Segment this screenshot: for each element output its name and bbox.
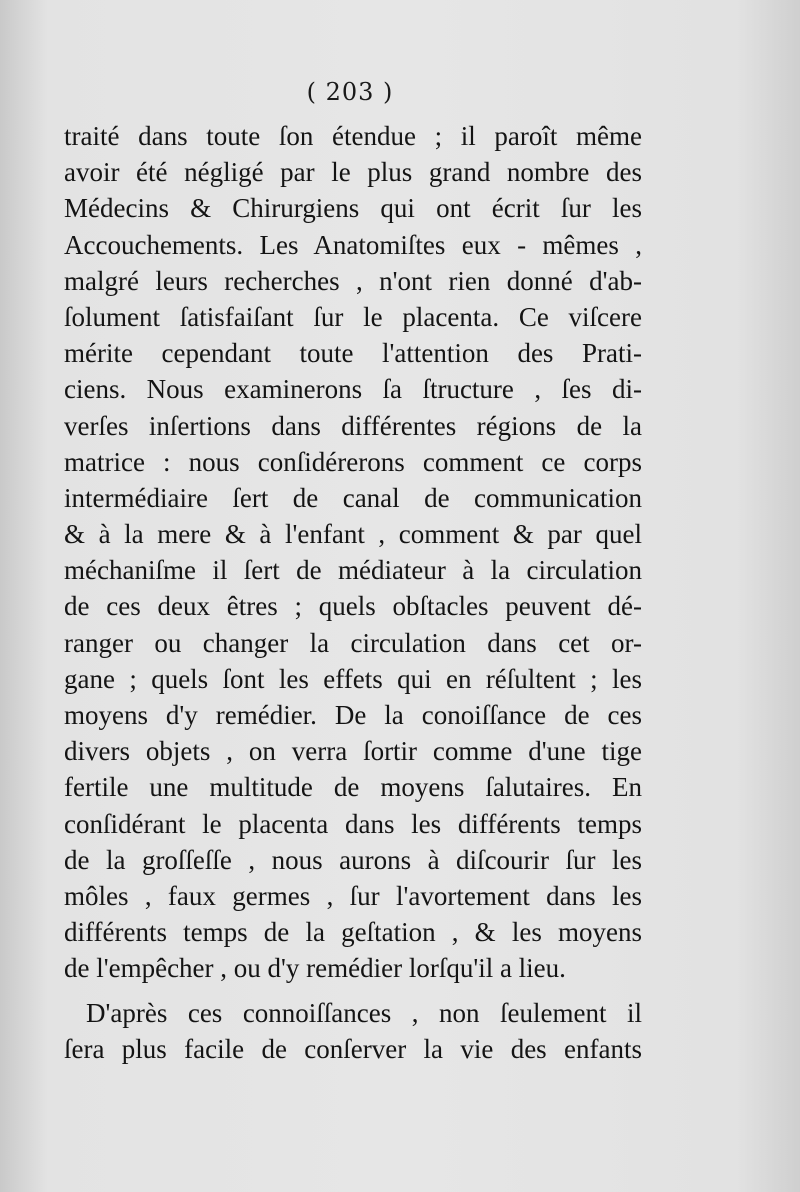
text-line: méchaniſme il ſert de médiateur à la circulation bbox=[64, 555, 642, 586]
text-line: ranger ou changer la circulation dans cet or- bbox=[64, 627, 642, 658]
text-line: Médecins & Chirurgiens qui ont écrit ſur les bbox=[64, 193, 642, 224]
text-line: fertile une multitude de moyens ſalutaires. En bbox=[64, 772, 642, 803]
text-line: conſidérant le placenta dans les différents temps bbox=[64, 808, 642, 839]
text-line: de ces deux êtres ; quels obſtacles peuvent dé- bbox=[64, 591, 642, 622]
text-line: Accouchements. Les Anatomiſtes eux - mêmes , bbox=[64, 229, 642, 260]
text-line: avoir été négligé par le plus grand nombre des bbox=[64, 157, 642, 188]
page-number: ( 203 ) bbox=[306, 78, 394, 106]
text-line: de la groſſeſſe , nous aurons à diſcourir ſur les bbox=[64, 844, 642, 875]
text-line: divers objets , on verra ſortir comme d'une tige bbox=[64, 736, 642, 767]
text-line: de l'empêcher , ou d'y remédier lorſqu'il a lieu. bbox=[64, 953, 566, 984]
text-line: matrice : nous conſidérerons comment ce corps bbox=[64, 446, 642, 477]
body-text bbox=[64, 118, 642, 1067]
text-line: D'après ces connoiſſances , non ſeulement il bbox=[86, 997, 642, 1028]
text-line: môles , faux germes , ſur l'avortement dans les bbox=[64, 880, 642, 911]
text-line: malgré leurs recherches , n'ont rien donné d'ab- bbox=[64, 265, 642, 296]
text-line: ſolument ſatisfaiſant ſur le placenta. Ce viſcere bbox=[64, 301, 642, 332]
text-line: ſera plus facile de conſerver la vie des enfants bbox=[64, 1033, 642, 1064]
text-line: traité dans toute ſon étendue ; il paroît même bbox=[64, 121, 642, 151]
text-line: mérite cependant toute l'attention des Prati- bbox=[64, 338, 642, 369]
text-line: verſes inſertions dans différentes régions de la bbox=[64, 410, 642, 441]
text-line: moyens d'y remédier. De la conoiſſance de ces bbox=[64, 700, 642, 730]
text-line: & à la mere & à l'enfant , comment & par quel bbox=[64, 519, 642, 550]
text-line: ciens. Nous examinerons ſa ſtructure , ſes di- bbox=[64, 374, 642, 405]
text-line: différents temps de la geſtation , & les moyens bbox=[64, 917, 642, 948]
text-line: intermédiaire ſert de canal de communication bbox=[64, 482, 642, 513]
text-line: gane ; quels ſont les effets qui en réſultent ; les bbox=[64, 663, 642, 694]
